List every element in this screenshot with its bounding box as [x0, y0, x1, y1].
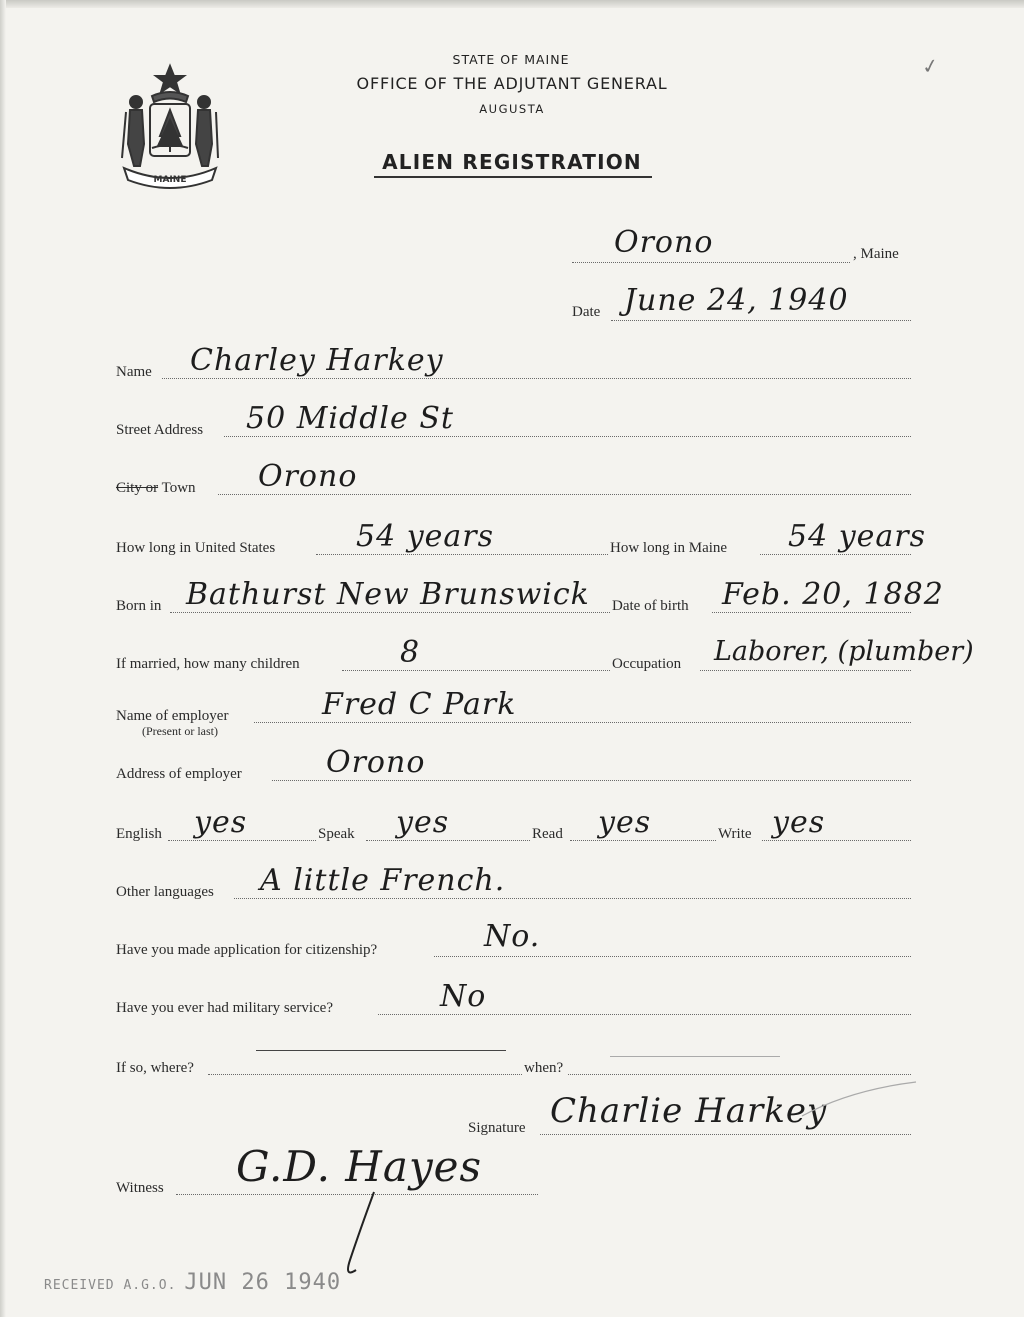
check-mark: ✓: [920, 54, 941, 80]
date-label: Date: [572, 304, 601, 320]
speak-line: [366, 840, 530, 841]
struck-city-label: City or: [116, 480, 159, 496]
children-line: [342, 670, 610, 671]
state-heading: STATE OF MAINE: [452, 52, 570, 67]
citizenship-line: [434, 956, 911, 957]
town-label: [116, 480, 196, 497]
read-value: yes: [598, 805, 652, 840]
write-value: yes: [772, 805, 826, 840]
date-of-birth-label: Date of birth: [612, 598, 689, 614]
years-maine-label: How long in Maine: [610, 540, 728, 556]
place-value: Orono: [614, 225, 714, 260]
witness-label: Witness: [116, 1180, 164, 1196]
when-label: when?: [524, 1060, 564, 1076]
name-label: Name: [116, 364, 152, 380]
when-cancel-line: [610, 1056, 780, 1057]
write-line: [762, 840, 911, 841]
born-in-value: Bathurst New Brunswick: [186, 577, 590, 612]
other-languages-line: [234, 898, 911, 899]
english-label: English: [116, 826, 162, 842]
office-heading: OFFICE OF THE ADJUTANT GENERAL: [356, 74, 668, 93]
street-address-line: [224, 436, 911, 437]
date-line: [611, 320, 911, 321]
occupation-line: [700, 670, 911, 671]
date-value: June 24, 1940: [624, 283, 849, 318]
military-label: Have you ever had military service?: [116, 1000, 333, 1016]
name-value: Charley Harkey: [190, 343, 444, 378]
years-maine-line: [760, 554, 911, 555]
speak-label: Speak: [318, 826, 355, 842]
employer-address-label: Address of employer: [116, 766, 242, 782]
years-us-line: [316, 554, 608, 555]
date-of-birth-line: [712, 612, 911, 613]
signature-label: Signature: [468, 1120, 526, 1136]
witness-flourish: [330, 1190, 390, 1280]
write-label: Write: [718, 826, 752, 842]
received-stamp-date: JUN 26 1940: [184, 1270, 342, 1295]
english-line: [168, 840, 316, 841]
employer-address-value: Orono: [326, 745, 426, 780]
town-line: [218, 494, 911, 495]
place-line: [572, 262, 850, 263]
town-label-text: Town: [161, 480, 196, 496]
occupation-value: Laborer, (plumber): [714, 636, 974, 667]
years-us-value: 54 years: [356, 519, 495, 554]
when-line: [568, 1074, 911, 1075]
where-label: If so, where?: [116, 1060, 194, 1076]
name-line: [162, 378, 911, 379]
where-line: [208, 1074, 522, 1075]
military-line: [378, 1014, 911, 1015]
employer-address-line: [272, 780, 911, 781]
military-value: No: [440, 979, 487, 1014]
date-of-birth-value: Feb. 20, 1882: [722, 577, 944, 612]
street-address-value: 50 Middle St: [246, 401, 454, 436]
read-label: Read: [532, 826, 563, 842]
speak-value: yes: [396, 805, 450, 840]
scan-edge-left: [0, 0, 6, 1317]
employer-label: Name of employer: [116, 708, 229, 724]
scan-edge-top: [0, 0, 1024, 8]
seal-banner-text: MAINE: [153, 175, 187, 185]
signature-flourish: [800, 1080, 920, 1120]
signature-value: Charlie Harkey: [550, 1091, 828, 1131]
other-languages-value: A little French.: [260, 863, 506, 898]
received-stamp-label: RECEIVED A.G.O.: [44, 1278, 177, 1293]
born-in-label: Born in: [116, 598, 162, 614]
employer-line: [254, 722, 911, 723]
received-stamp: [44, 1270, 341, 1295]
title-underline: [374, 176, 652, 178]
employer-sublabel: (Present or last): [142, 724, 218, 738]
citizenship-value: No.: [484, 919, 541, 954]
english-value: yes: [194, 805, 248, 840]
years-maine-value: 54 years: [788, 519, 927, 554]
occupation-label: Occupation: [612, 656, 682, 672]
signature-line: [540, 1134, 911, 1135]
street-address-label: Street Address: [116, 422, 204, 438]
citizenship-label: Have you made application for citizenship?: [116, 942, 378, 958]
born-in-line: [170, 612, 610, 613]
years-us-label: How long in United States: [116, 540, 276, 556]
children-value: 8: [400, 635, 421, 670]
children-label: If married, how many children: [116, 656, 300, 672]
place-suffix: , Maine: [853, 246, 899, 262]
town-value: Orono: [258, 459, 358, 494]
where-cancel-line: [256, 1050, 506, 1051]
other-languages-label: Other languages: [116, 884, 214, 900]
read-line: [570, 840, 716, 841]
employer-value: Fred C Park: [322, 687, 517, 722]
form-title: ALIEN REGISTRATION: [382, 150, 642, 174]
witness-value: G.D. Hayes: [236, 1142, 483, 1191]
city-heading: AUGUSTA: [479, 102, 545, 116]
